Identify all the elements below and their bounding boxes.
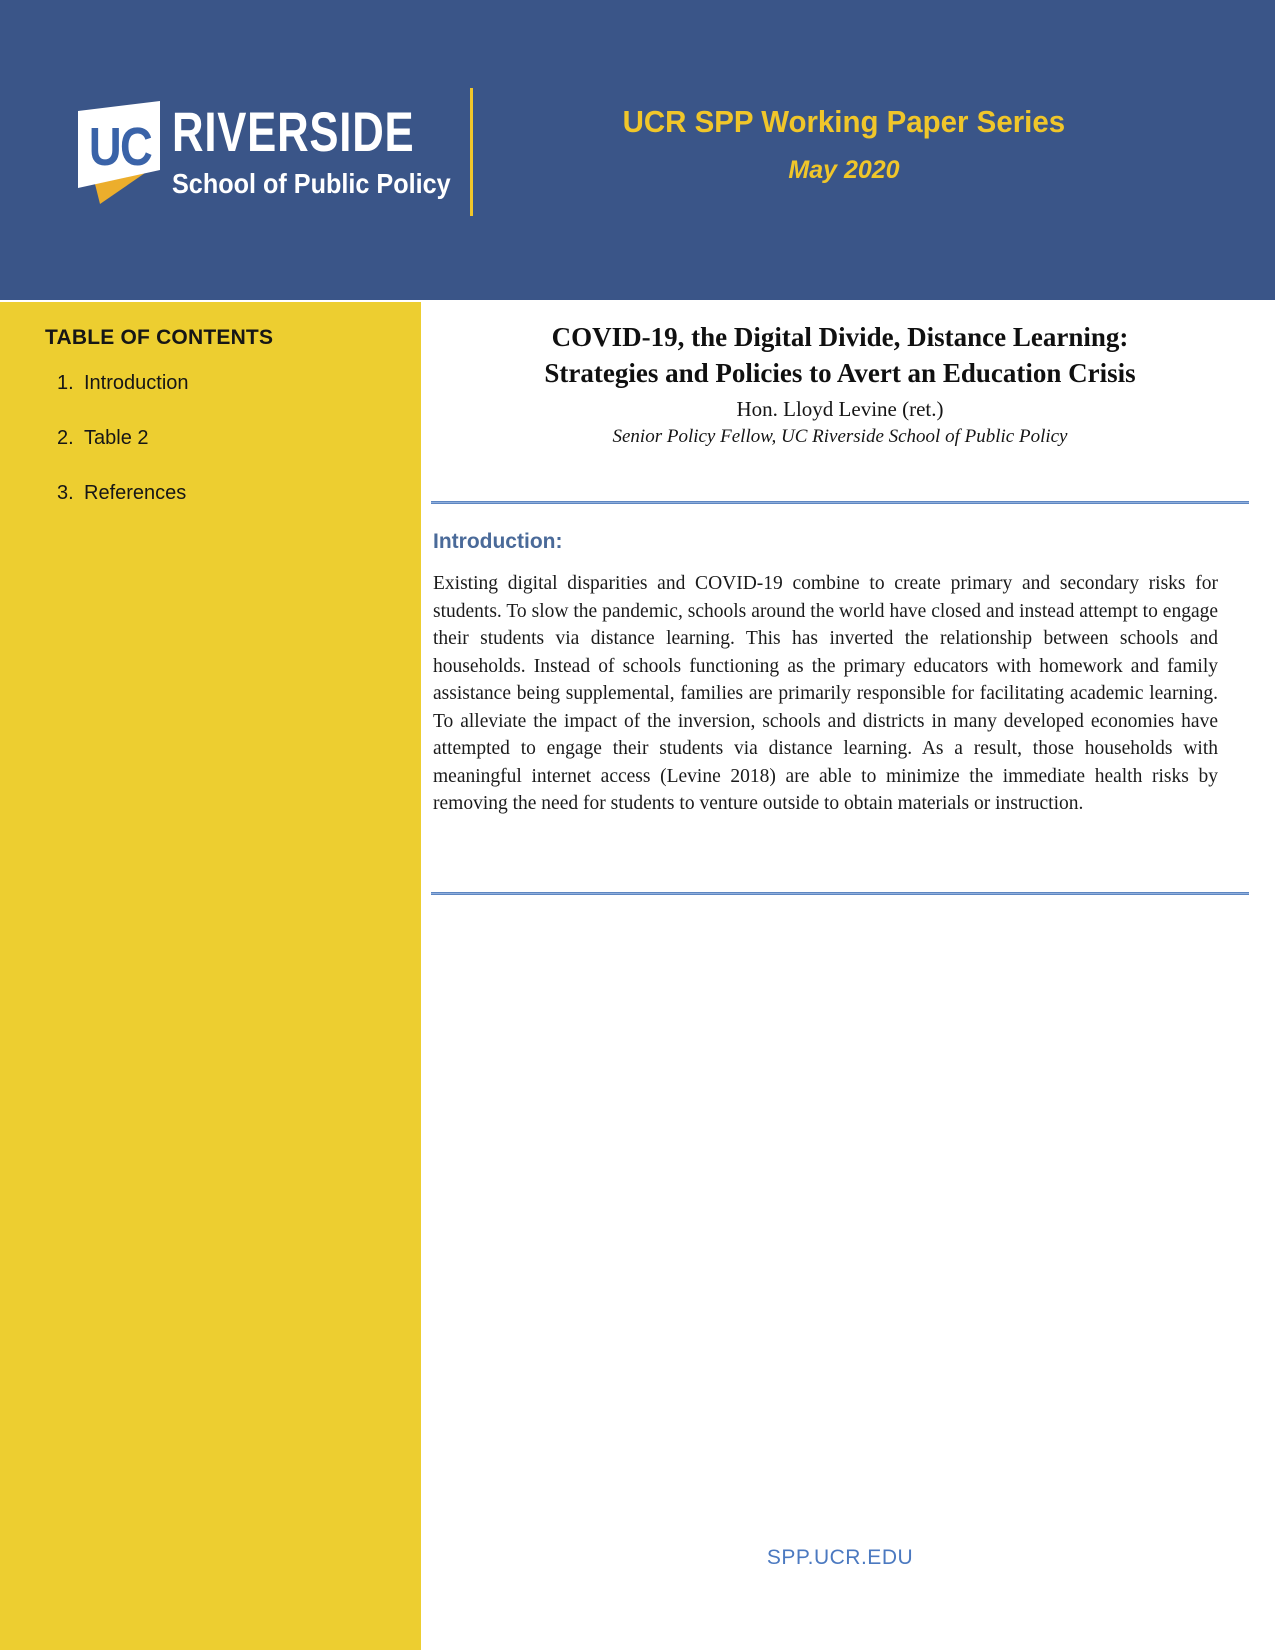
ucr-wordmark-riverside: RIVERSIDE <box>172 100 415 163</box>
ucr-wordmark-school: School of Public Policy <box>172 168 451 199</box>
introduction-section-heading: Introduction: <box>433 530 563 554</box>
spp-website-link[interactable]: SPP.UCR.EDU <box>766 1546 914 1569</box>
ucr-wordmark <box>172 100 483 199</box>
toc-item-label: References <box>84 482 187 504</box>
toc-item-table-2[interactable] <box>57 427 401 449</box>
article-title-line1: COVID-19, the Digital Divide, Distance Learning: <box>551 322 1129 352</box>
toc-item-introduction[interactable] <box>57 372 401 394</box>
svg-text:UC: UC <box>88 116 152 177</box>
series-title: UCR SPP Working Paper Series <box>622 104 1066 139</box>
article-title <box>431 320 1249 391</box>
issue-date: May 2020 <box>788 156 900 185</box>
toc-item-number: 2. <box>57 427 74 449</box>
toc-item-label: Introduction <box>84 372 189 394</box>
header-titles <box>473 0 1215 300</box>
header-banner <box>0 0 1275 300</box>
ucr-logo-flag-icon <box>78 100 163 213</box>
article-title-line2: Strategies and Policies to Avert an Education Crisis <box>544 357 1136 388</box>
article-author: Hon. Lloyd Levine (ret.) <box>736 397 944 422</box>
introduction-paragraph: Existing digital disparities and COVID-19 combine to create primary and secondary risks for students. To slow the pandemic, schools around the world have closed and instead attempt to engage their students via distance learning. This has inverted the relationship between schools and households. Instead of schools functioning as the primary educators with homework and family assistance being supplemental, families are primarily responsible for facilitating academic learning. To alleviate the impact of the inversion, schools and districts in many developed economies have attempted to engage their students via distance learning. As a result, those households with meaningful internet access (Levine 2018) are able to minimize the immediate health risks by removing the need for students to venture outside to obtain materials or instruction. <box>433 573 1218 815</box>
toc-list <box>45 372 401 504</box>
toc-item-number: 3. <box>57 482 74 504</box>
toc-heading: TABLE OF CONTENTS <box>45 326 274 349</box>
article-area <box>421 302 1275 1650</box>
table-of-contents-sidebar <box>0 302 421 1650</box>
page-footer <box>431 1546 1249 1650</box>
horizontal-rule-top <box>431 501 1249 504</box>
horizontal-rule-bottom <box>431 892 1249 895</box>
toc-item-references[interactable] <box>57 482 401 504</box>
article-affiliation: Senior Policy Fellow, UC Riverside School of Public Policy <box>612 426 1068 448</box>
toc-item-number: 1. <box>57 372 74 394</box>
toc-item-label: Table 2 <box>84 427 149 449</box>
